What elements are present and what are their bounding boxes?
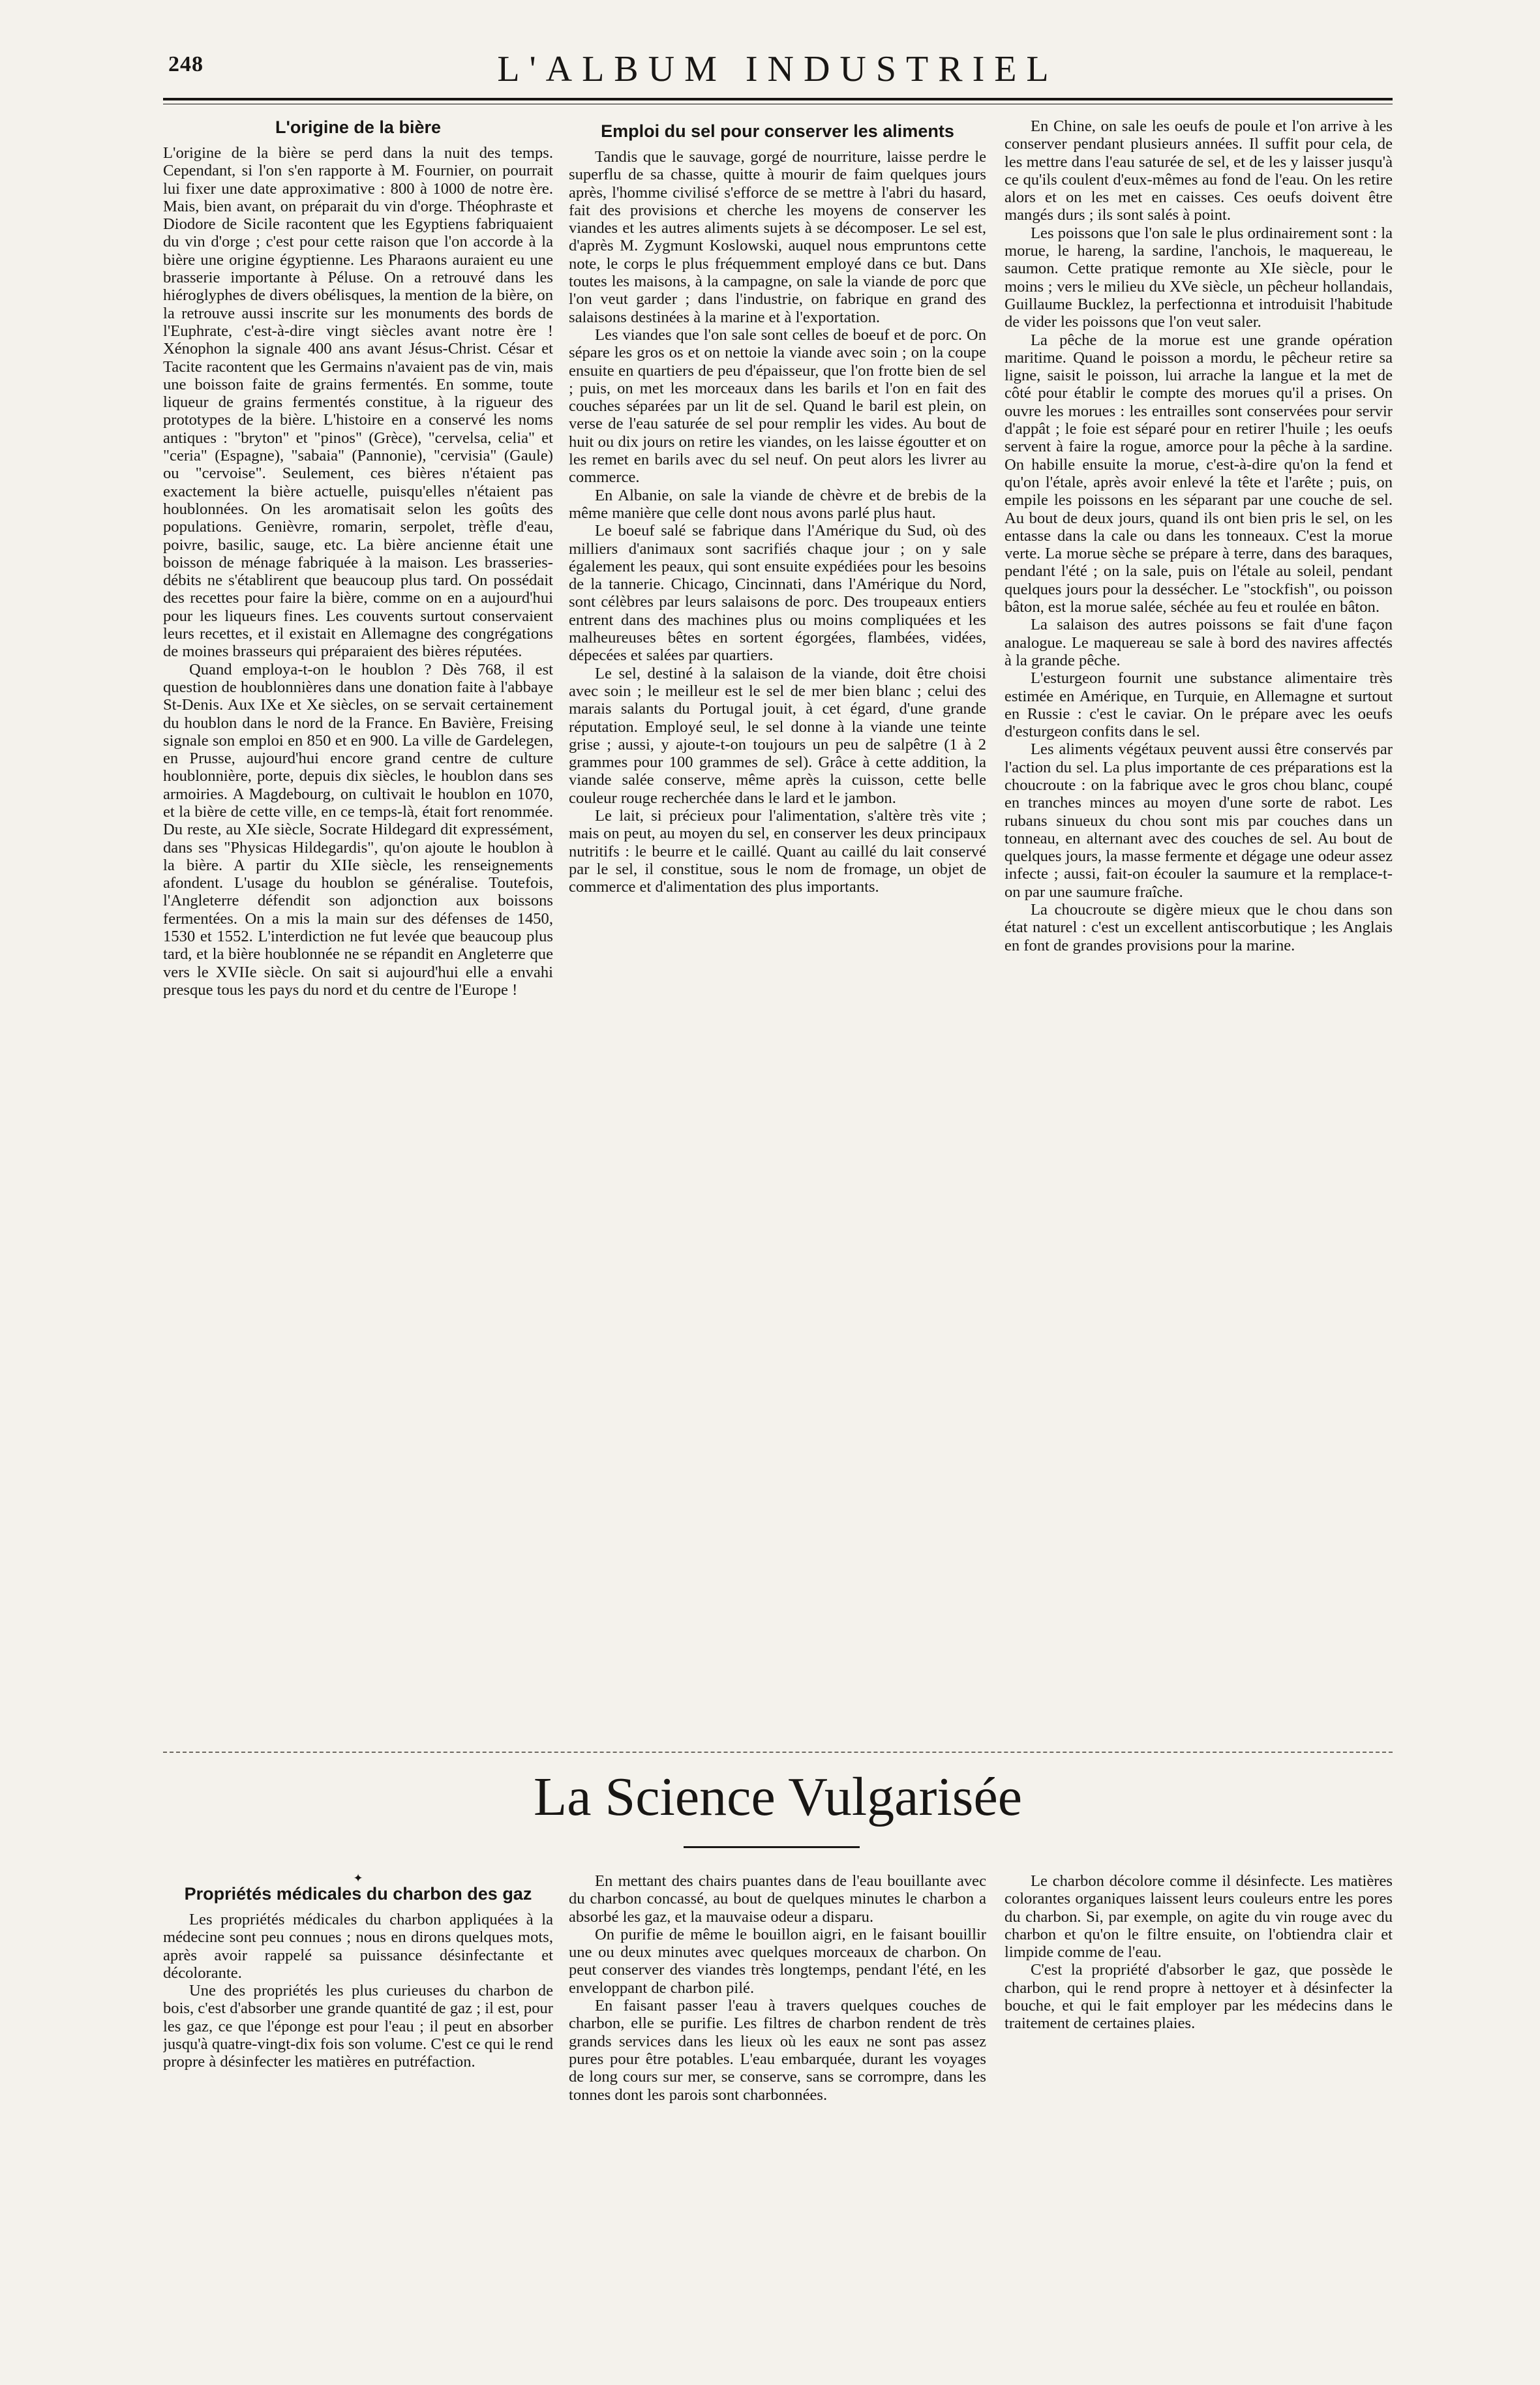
article-paragraph: La salaison des autres poissons se fait d'une façon analogue. Le maquereau se sale à bord des navires affectés à la grande pêche. [1004,616,1393,669]
journal-title: L'ALBUM INDUSTRIEL [497,49,1059,89]
article-paragraph: L'origine de la bière se perd dans la nuit des temps. Cependant, si l'on s'en rapporte à M. Fournier, on pourrait lui fixer une date approximative : 800 à 1000 de notre ère. Mais, bien avant, on préparait du vin d'orge. Théophraste et Diodore de Sicile racontent que les Egyptiens fabriquaient du vin d'orge ; c'est pour cette raison que l'on accorde à la bière une origine égyptienne. Les Pharaons auraient eu une brasserie importante à Péluse. On a retrouvé dans les hiéroglyphes de divers obélisques, la mention de la bière, on la retrouve aussi inscrite sur les monuments des bords de l'Euphrate, c'est-à-dire vingt siècles avant notre ère ! Xénophon la signale 400 ans avant Jésus-Christ. César et Tacite racontent que les Germains n'avaient pas de vin, mais une boisson faite de grains fermentés. En somme, toute liqueur de grains fermentés constitue, à la rigueur des prototypes de la bière. L'histoire en a conservé les noms antiques : "bryton" et "pinos" (Grèce), "cervelsa, celia" et "ceria" (Espagne), "sabaia" (Pannonie), "cervisia" (Gaule) ou "cervoise". Seulement, ces bières n'étaient pas exactement la bière actuelle, puisqu'elles n'étaient pas houblonnées. On les aromatisait selon les goûts des populations. Genièvre, romarin, serpolet, trèfle d'eau, poivre, basilic, sauge, etc. La bière ancienne était une boisson de ménage fabriquée à la maison. Les brasseries-débits ne s'établirent que beaucoup plus tard. On possédait des recettes pour faire la bière, comme on en a aujourd'hui pour les liqueurs fines. Les couvents surtout conservaient leurs recettes, et il existait en Allemagne des congrégations de moines brasseurs qui préparaient des bières réputées. [163,144,553,661]
bottom-column-2 [569,1872,986,2368]
section-title: La Science Vulgarisée [533,1767,1023,1827]
page-number: 248 [168,52,204,76]
article-paragraph: En Albanie, on sale la viande de chèvre et de brebis de la même manière que celle dont nous avons parlé plus haut. [569,486,986,522]
article-paragraph: En Chine, on sale les oeufs de poule et l'on arrive à les conserver pendant plusieurs années. Il suffit pour cela, de les mettre dans l'eau saturée de sel, et de les y laisser jusqu'à ce qu'ils coulent d'eux-mêmes au fond de l'eau. On les retire alors et on les met en caisses. Ces oeufs doivent être mangés durs ; ils sont salés à point. [1004,117,1393,224]
article-paragraph: L'esturgeon fournit une substance alimentaire très estimée en Amérique, en Turquie, en Allemagne et surtout en Russie : c'est le caviar. On le prépare avec les oeufs d'esturgeon confits dans le sel. [1004,669,1393,741]
article-paragraph: Le lait, si précieux pour l'alimentation, s'altère très vite ; mais on peut, au moyen du sel, en conserver les deux principaux nutritifs : le beurre et le caillé. Quant au caillé du lait conservé par le sel, il constitue, sous le nom de fromage, un objet de commerce et d'alimentation des plus importants. [569,806,986,896]
top-column-1 [163,117,553,1729]
article-paragraph: Les aliments végétaux peuvent aussi être conservés par l'action du sel. La plus importante de ces préparations est la choucroute : on la fabrique avec le gros chou blanc, coupé en tranches minces au moyen d'une sorte de rabot. Les rubans sinueux du chou sont mis par couches dans un tonneau, en alternant avec des couches de sel. Au bout de quelques jours, la masse fermente et dégage une odeur assez infecte ; aussi, fait-on écouler la saumure et la remplace-t-on par une saumure fraîche. [1004,740,1393,901]
header-rule-thick [163,98,1393,100]
running-head [163,40,1393,112]
article-paragraph: Le boeuf salé se fabrique dans l'Amérique du Sud, où des milliers d'animaux sont sacrifiés chaque jour ; on y sale également les peaux, qui sont ensuite expédiées pour les besoins de la tannerie. Chicago, Cincinnati, dans l'Amérique du Nord, sont célèbres par leurs salaisons de porc. Des troupeaux entiers entrent dans des machines plus ou moins compliquées et les malheureuses bêtes en sortent égorgées, flambées, vidées, dépecées et salées par quartiers. [569,522,986,665]
article-paragraph: En mettant des chairs puantes dans de l'eau bouillante avec du charbon concassé, au bout de quelques minutes le charbon a absorbé les gaz, et la mauvaise odeur a disparu. [569,1872,986,1926]
article-paragraph: La choucroute se digère mieux que le chou dans son état naturel : c'est un excellent antiscorbutique ; les Anglais en font de grandes provisions pour la marine. [1004,901,1393,954]
article-paragraph: On purifie de même le bouillon aigri, en le faisant bouillir une ou deux minutes avec quelques morceaux de charbon. On peut conserver des viandes très longtemps, pendant l'été, en les enveloppant de charbon pilé. [569,1925,986,1997]
article-paragraph: Quand employa-t-on le houblon ? Dès 768, il est question de houblonnières dans une donation faite à l'abbaye St-Denis. Aux IXe et Xe siècles, on se servait certainement du houblon dans le nord de la France. En Bavière, Freising signale son emploi en 850 et en 900. La ville de Gardelegen, en Prusse, aujourd'hui encore grand centre de culture houblonnière, porte, depuis dix siècles, le houblon dans ses armoiries. A Magdebourg, on cultivait le houblon en 1070, et la bière de cette ville, en ce temps-là, était fort renommée. Du reste, au XIe siècle, Socrate Hildegard dit expressément, dans ses "Physicas Hildegardis", qu'on ajoute le houblon à la bière. A partir du XIIe siècle, les renseignements afondent. L'usage du houblon se généralise. Toutefois, l'Angleterre défendit son adjonction aux boissons fermentées. On a mis la main sur des défenses de 1450, 1530 et 1552. L'interdiction ne fut levée que beaucoup plus tard, et la bière houblonnée ne se répandit en Angleterre que vers le XVIIe siècle. On sait si aujourd'hui elle a envahi presque tous les pays du nord et du centre de l'Europe ! [163,660,553,999]
article-paragraph: Les viandes que l'on sale sont celles de boeuf et de porc. On sépare les gros os et on nettoie la viande avec soin ; on la coupe ensuite en quartiers de peu d'épaisseur, que l'on frotte bien de sel ; puis, on met les morceaux dans les barils et l'on en fait des couches séparées par un lit de sel. Quand le baril est plein, on verse de l'eau saturée de sel pour remplir les vides. Au bout de huit ou dix jours on retire les viandes, on les laisse égoutter et on les remet en barils avec du sel neuf. On peut alors les livrer au commerce. [569,326,986,487]
article-paragraph: Tandis que le sauvage, gorgé de nourriture, laisse perdre le superflu de sa chasse, quitte à mourir de faim quelques jours après, l'homme civilisé s'efforce de se mettre à l'abri du hasard, fait des provisions et cherche les moyens de conserver les viandes et les autres aliments sujets à se décomposer. Le sel est, d'après M. Zygmunt Koslowski, auquel nous empruntons cette note, le corps le plus fréquemment employé dans ce but. Dans toutes les maisons, à la campagne, on sale la viande de porc que l'on veut garder ; dans l'industrie, on fabrique en grand des salaisons destinées à la marine et à l'exportation. [569,148,986,326]
article-paragraph: Une des propriétés les plus curieuses du charbon de bois, c'est d'absorber une grande quantité de gaz ; il est, pour les gaz, ce que l'éponge est pour l'eau ; il peut en absorber jusqu'à quatre-vingt-dix fois son volume. C'est ce qui le rend propre à désinfecter les matières en putréfaction. [163,1982,553,2071]
article-paragraph: Le sel, destiné à la salaison de la viande, doit être choisi avec soin ; le meilleur est le sel de mer bien blanc ; celui des marais salants du Portugal jouit, à cet égard, d'une grande réputation. Employé seul, le sel donne à la viande une teinte grise ; aussi, y ajoute-t-on toujours un peu de salpêtre (1 à 2 grammes pour 100 grammes de sel). Grâce à cette addition, la viande salée conserve, même après la cuisson, cette belle couleur rouge recherchée dans le lard et le jambon. [569,664,986,807]
section-title-underline [684,1846,860,1848]
article-title-sel: Emploi du sel pour conserver les aliments [601,121,954,141]
bottom-column-1 [163,1872,553,2368]
article-paragraph: La pêche de la morue est une grande opération maritime. Quand le poisson a mordu, le pêcheur retire sa ligne, saisit le poisson, lui arrache la langue et la met de côté pour établir le compte des morues qu'il a prises. On ouvre les morues : les entrailles sont conservées pour servir d'appât ; le foie est séparé pour en retirer l'huile ; les oeufs servent à faire la rogue, amorce pour la pêche à la sardine. On habille ensuite la morue, c'est-à-dire qu'on la fend et qu'on l'étale, après avoir enlevé la tête et l'arête ; puis, on empile les poissons en les séparant par une couche de sel. Au bout de deux jours, quand ils ont bien pris le sel, on les entasse dans la cale ou dans les tonneaux. C'est la morue verte. La morue sèche se prépare à terre, dans des baraques, pendant l'été ; on la sale, puis on l'étale au soleil, pendant quelques jours pour la dessécher. Le "stockfish", ou poisson bâton, est la morue salée, séchée au feu et roulée en bâton. [1004,331,1393,616]
section-divider [163,1752,1393,1753]
top-column-3 [1004,117,1393,1729]
article-paragraph: Le charbon décolore comme il désinfecte. Les matières colorantes organiques laissent leurs couleurs entre les pores du charbon. Si, par exemple, on agite du vin rouge avec du charbon et qu'on le filtre ensuite, on l'obtiendra clair et limpide comme de l'eau. [1004,1872,1393,1962]
ornament-icon: ✦ [353,1872,363,1885]
article-paragraph: Les propriétés médicales du charbon appliquées à la médecine sont peu connues ; nous en dirons quelques mots, après avoir rappelé sa puissance désinfectante et décolorante. [163,1911,553,1982]
article-paragraph: En faisant passer l'eau à travers quelques couches de charbon, elle se purifie. Les filtres de charbon rendent de très grands services dans les lieux où les eaux ne sont pas assez pures pour être potables. L'eau embarquée, durant les voyages de long cours sur mer, se conserve, sans se corrompre, dans les tonnes dont les parois sont charbonnées. [569,1997,986,2104]
top-column-2 [569,117,986,1729]
bottom-column-3 [1004,1872,1393,2368]
article-paragraph: Les poissons que l'on sale le plus ordinairement sont : la morue, le hareng, la sardine, l'anchois, le maquereau, le saumon. Cette pratique remonte au XIe siècle, pour le moins ; vers le milieu du XVe siècle, un pêcheur hollandais, Guillaume Bucklez, la perfectionna et introduisit l'habitude de vider les poissons que l'on veut saler. [1004,224,1393,331]
article-paragraph: C'est la propriété d'absorber le gaz, que possède le charbon, qui le rend propre à nettoyer et à désinfecter la bouche, et qui le fait employer par les médecins dans le traitement de certaines plaies. [1004,1961,1393,2033]
article-title-charbon: Propriétés médicales du charbon des gaz [184,1884,532,1904]
article-title-biere: L'origine de la bière [275,117,441,137]
